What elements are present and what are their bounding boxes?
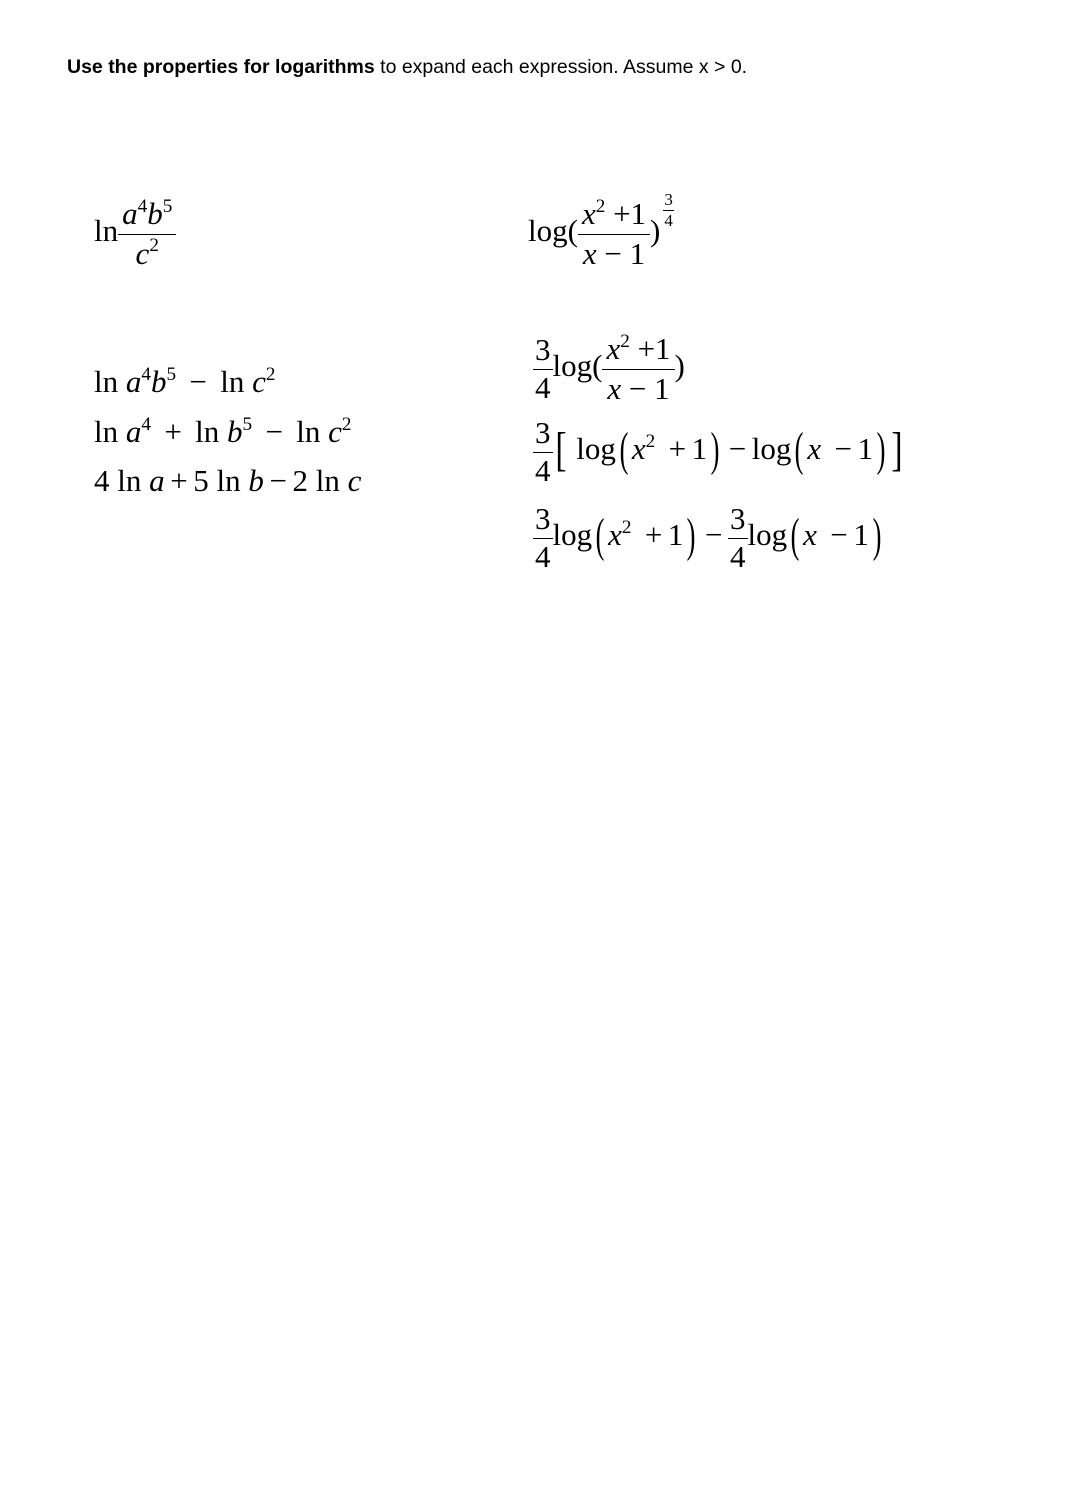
solution-2-step-2: $\frac{3}{4}$ [ log( $x^2 + 1) - \log$( x − 1) ] — [535, 415, 903, 488]
problem-1: ln $\frac{a^4b^5}{c^2}$ — [94, 198, 176, 270]
solution-1-step-2: $\ln a^4 + \ln b^5 - \ln c^2$ — [94, 413, 352, 449]
solution-2-step-3: $\frac{3}{4}$ log( $x^2 + 1$) − $\frac{3}{4}$ log( x − 1) — [535, 501, 882, 574]
solution-1-step-1: $\ln a^4b^5 - \ln c^2$ — [94, 363, 276, 399]
instructions-bold: Use the properties for logarithms — [67, 56, 375, 78]
instructions-rest: to expand each expression. Assume x > 0. — [374, 56, 748, 78]
problem-2: log( $\frac{x^2 +1}{x - 1}$ ) $\frac{3}{4}$ — [528, 189, 673, 271]
solution-2-step-1: $\frac{3}{4}$ log( $\frac{x^2 +1}{x - 1}$ ) — [535, 330, 685, 406]
instructions — [67, 56, 1017, 79]
solution-1-step-3: 4 ln a + 5 ln b − 2 ln c — [94, 463, 362, 498]
